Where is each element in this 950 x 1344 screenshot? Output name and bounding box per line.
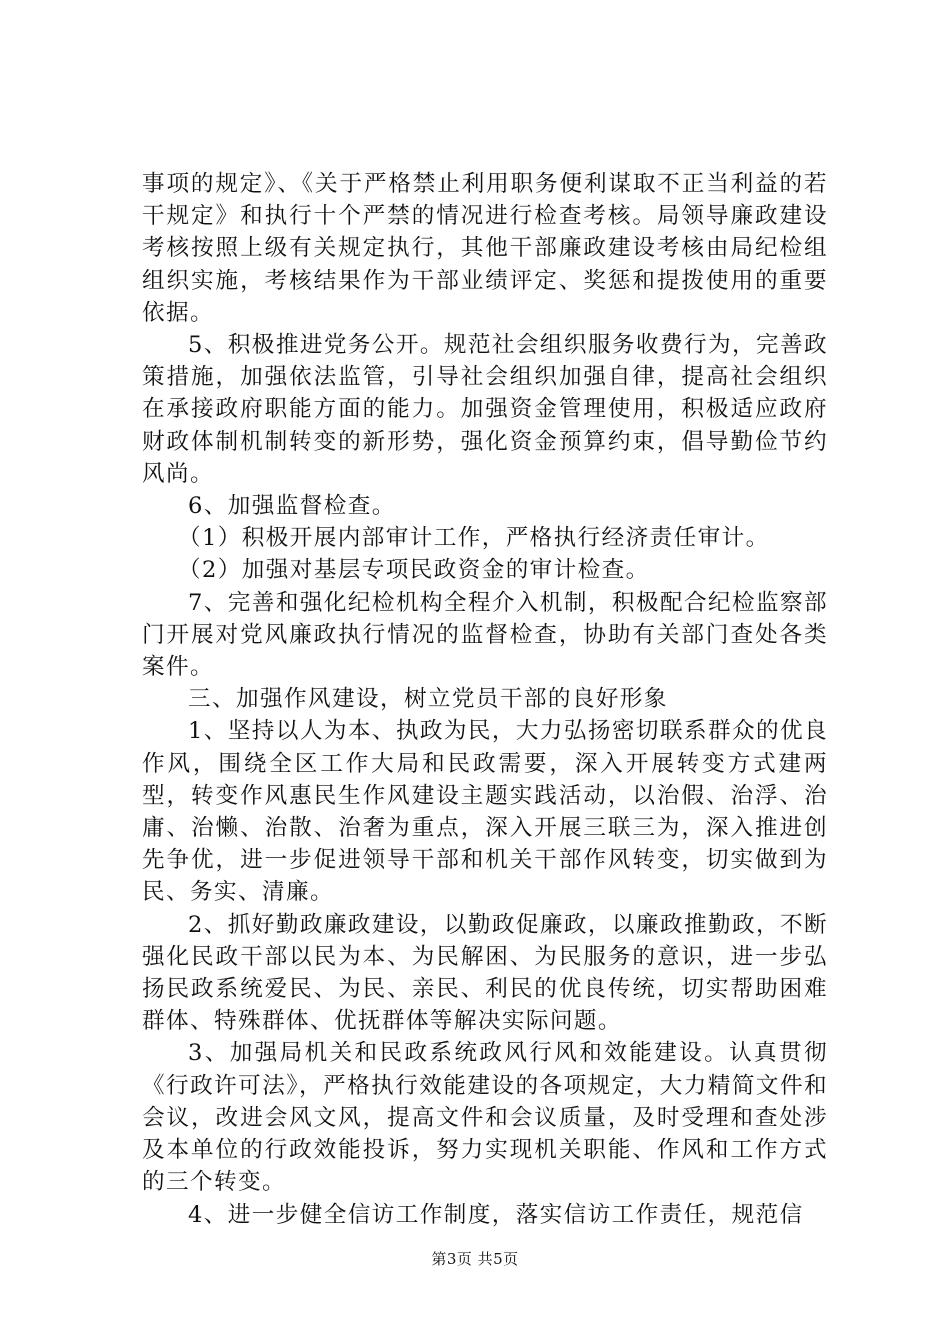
paragraph-item-5: 5、积极推进党务公开。规范社会组织服务收费行为，完善政策措施，加强依法监管，引导社会组织加强自律，提高社会组织在承接政府职能方面的能力。加强资金管理使用，积极适应政府财政体制机制转变的新形势，强化资金预算约束，倡导勤俭节约风尚。	[142, 332, 828, 487]
document-body	[142, 168, 828, 1231]
paragraph-subitem-1: （1）积极开展内部审计工作，严格执行经济责任审计。	[178, 525, 770, 552]
paragraph-section3-item-3: 3、加强局机关和民政系统政风行风和效能建设。认真贯彻《行政许可法》，严格执行效能建设的各项规定，大力精简文件和会议，改进会风文风，提高文件和会议质量，及时受理和查处涉及本单位的行政效能投诉，努力实现机关职能、作风和工作方式的三个转变。	[142, 1040, 828, 1196]
paragraph-subitem-2: （2）加强对基层专项民政资金的审计检查。	[178, 557, 650, 584]
page-footer: 第3页 共5页	[431, 1250, 519, 1268]
paragraph-item-7: 7、完善和强化纪检机构全程介入机制，积极配合纪检监察部门开展对党风廉政执行情况的监督检查，协助有关部门查处各类案件。	[142, 589, 828, 681]
paragraph-section3-item-2: 2、抓好勤政廉政建设，以勤政促廉政，以廉政推勤政，不断强化民政干部以民为本、为民解困、为民服务的意识，进一步弘扬民政系统爱民、为民、亲民、利民的优良传统，切实帮助困难群体、特殊群体、优抚群体等解决实际问题。	[142, 911, 828, 1035]
paragraph-item-6: 6、加强监督检查。	[188, 493, 396, 520]
paragraph-section3-item-1: 1、坚持以人为本、执政为民，大力弘扬密切联系群众的优良作风，围绕全区工作大局和民政需要，深入开展转变方式建两型，转变作风惠民生作风建设主题实践活动，以治假、治浮、治庸、治懒、治散、治奢为重点，深入开展三联三为，深入推进创先争优，进一步促进领导干部和机关干部作风转变，切实做到为民、务实、清廉。	[142, 718, 828, 906]
section-heading-3: 三、加强作风建设，树立党员干部的良好形象	[188, 686, 668, 713]
paragraph-section3-item-4: 4、进一步健全信访工作制度，落实信访工作责任，规范信	[188, 1201, 804, 1228]
paragraph-continuation: 事项的规定》、《关于严格禁止利用职务便利谋取不正当利益的若干规定》和执行十个严禁的情况进行检查考核。局领导廉政建设考核按照上级有关规定执行，其他干部廉政建设考核由局纪检组组织实施，考核结果作为干部业绩评定、奖惩和提拨使用的重要依据。	[142, 171, 828, 326]
